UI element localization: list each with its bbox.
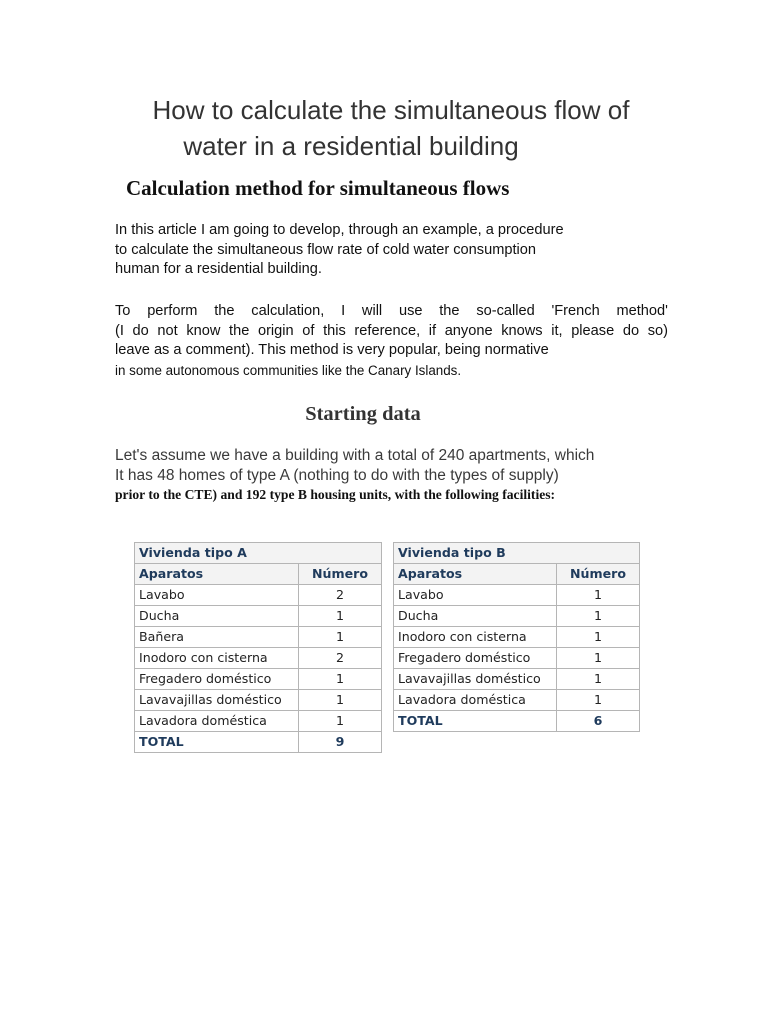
device-cell: Lavadora doméstica xyxy=(394,690,557,711)
count-cell: 2 xyxy=(299,585,382,606)
method-word: perform xyxy=(147,303,198,319)
intro-line-2: to calculate the simultaneous flow rate of cold water consumption xyxy=(115,241,537,258)
starting-data-paragraph xyxy=(115,446,675,504)
total-value: 9 xyxy=(299,732,382,753)
method-word: knows xyxy=(501,322,543,339)
table-row xyxy=(394,648,640,669)
method-word: To xyxy=(115,303,131,319)
starting-line-1: Let's assume we have a building with a total of 240 apartments, which xyxy=(115,447,595,464)
column-header-devices: Aparatos xyxy=(394,564,557,585)
count-cell: 1 xyxy=(557,627,640,648)
table-row xyxy=(135,627,382,648)
starting-data-heading: Starting data xyxy=(305,403,421,425)
column-header-number: Número xyxy=(299,564,382,585)
method-word: of xyxy=(302,322,315,339)
method-word: the xyxy=(214,303,235,319)
count-cell: 1 xyxy=(557,690,640,711)
method-line-1 xyxy=(115,302,668,322)
device-cell: Ducha xyxy=(394,606,557,627)
method-word: reference, xyxy=(354,322,421,339)
device-cell: Ducha xyxy=(135,606,299,627)
method-word: not xyxy=(157,322,178,339)
table-caption-row xyxy=(394,543,640,564)
table-header-row xyxy=(394,564,640,585)
method-word: (I xyxy=(115,322,124,339)
title-line-2: water in a residential building xyxy=(183,131,519,161)
method-word: I xyxy=(341,303,346,319)
device-cell: Lavadora doméstica xyxy=(135,711,299,732)
table-total-row xyxy=(394,711,640,732)
total-label: TOTAL xyxy=(394,711,557,732)
method-word: do xyxy=(622,322,640,339)
table-row xyxy=(394,669,640,690)
method-word: calculation, xyxy=(251,303,325,319)
table-row xyxy=(135,648,382,669)
count-cell: 1 xyxy=(557,606,640,627)
device-cell: Bañera xyxy=(135,627,299,648)
table-caption: Vivienda tipo B xyxy=(394,543,640,564)
method-line-2 xyxy=(115,322,668,342)
method-word: please xyxy=(571,322,615,339)
method-paragraph xyxy=(115,302,668,380)
table-row xyxy=(394,585,640,606)
method-word: it, xyxy=(551,322,563,339)
count-cell: 1 xyxy=(299,669,382,690)
table-header-row xyxy=(135,564,382,585)
method-word: the xyxy=(229,322,250,339)
page-title xyxy=(0,92,768,164)
table-caption-row xyxy=(135,543,382,564)
count-cell: 1 xyxy=(557,585,640,606)
device-cell: Fregadero doméstico xyxy=(135,669,299,690)
count-cell: 1 xyxy=(299,690,382,711)
table-row xyxy=(135,690,382,711)
method-word: the xyxy=(439,303,460,319)
device-cell: Lavavajillas doméstico xyxy=(135,690,299,711)
total-label: TOTAL xyxy=(135,732,299,753)
device-cell: Inodoro con cisterna xyxy=(394,627,557,648)
table-caption: Vivienda tipo A xyxy=(135,543,382,564)
table-vivienda-tipo-b xyxy=(393,542,640,732)
count-cell: 1 xyxy=(557,669,640,690)
method-line-3: leave as a comment). This method is very popular, being normative xyxy=(115,342,549,358)
device-cell: Lavabo xyxy=(135,585,299,606)
table-row xyxy=(135,606,382,627)
method-word: will xyxy=(361,303,383,319)
device-cell: Lavabo xyxy=(394,585,557,606)
intro-paragraph xyxy=(115,221,668,280)
column-header-devices: Aparatos xyxy=(135,564,299,585)
table-row xyxy=(135,669,382,690)
count-cell: 1 xyxy=(299,711,382,732)
intro-line-1: In this article I am going to develop, through an example, a procedure xyxy=(115,222,564,238)
device-cell: Fregadero doméstico xyxy=(394,648,557,669)
count-cell: 1 xyxy=(299,627,382,648)
table-vivienda-tipo-a xyxy=(134,542,382,753)
column-header-number: Número xyxy=(557,564,640,585)
method-word: this xyxy=(323,322,346,339)
title-line-1: How to calculate the simultaneous flow of xyxy=(152,95,630,125)
method-word: so-called xyxy=(476,303,535,319)
method-word: if xyxy=(428,322,437,339)
table-row xyxy=(394,606,640,627)
method-word: know xyxy=(186,322,221,339)
starting-line-2: It has 48 homes of type A (nothing to do with the types of supply) xyxy=(115,467,559,484)
count-cell: 1 xyxy=(557,648,640,669)
table-row xyxy=(394,690,640,711)
method-word: use xyxy=(398,303,423,319)
total-value: 6 xyxy=(557,711,640,732)
method-line-4: in some autonomous communities like the Canary Islands. xyxy=(115,362,462,378)
intro-line-3: human for a residential building. xyxy=(115,261,322,277)
method-word: anyone xyxy=(444,322,493,339)
method-word: 'French xyxy=(551,303,600,319)
starting-line-3: prior to the CTE) and 192 type B housing units, with the following facilities: xyxy=(115,487,556,502)
table-total-row xyxy=(135,732,382,753)
count-cell: 2 xyxy=(299,648,382,669)
method-word: method' xyxy=(616,303,668,319)
device-cell: Lavavajillas doméstico xyxy=(394,669,557,690)
device-cell: Inodoro con cisterna xyxy=(135,648,299,669)
table-row xyxy=(394,627,640,648)
table-row xyxy=(135,585,382,606)
method-word: origin xyxy=(257,322,294,339)
count-cell: 1 xyxy=(299,606,382,627)
section-heading: Calculation method for simultaneous flows xyxy=(126,176,510,200)
method-word: do xyxy=(132,322,149,339)
table-row xyxy=(135,711,382,732)
method-word: so) xyxy=(647,322,668,339)
